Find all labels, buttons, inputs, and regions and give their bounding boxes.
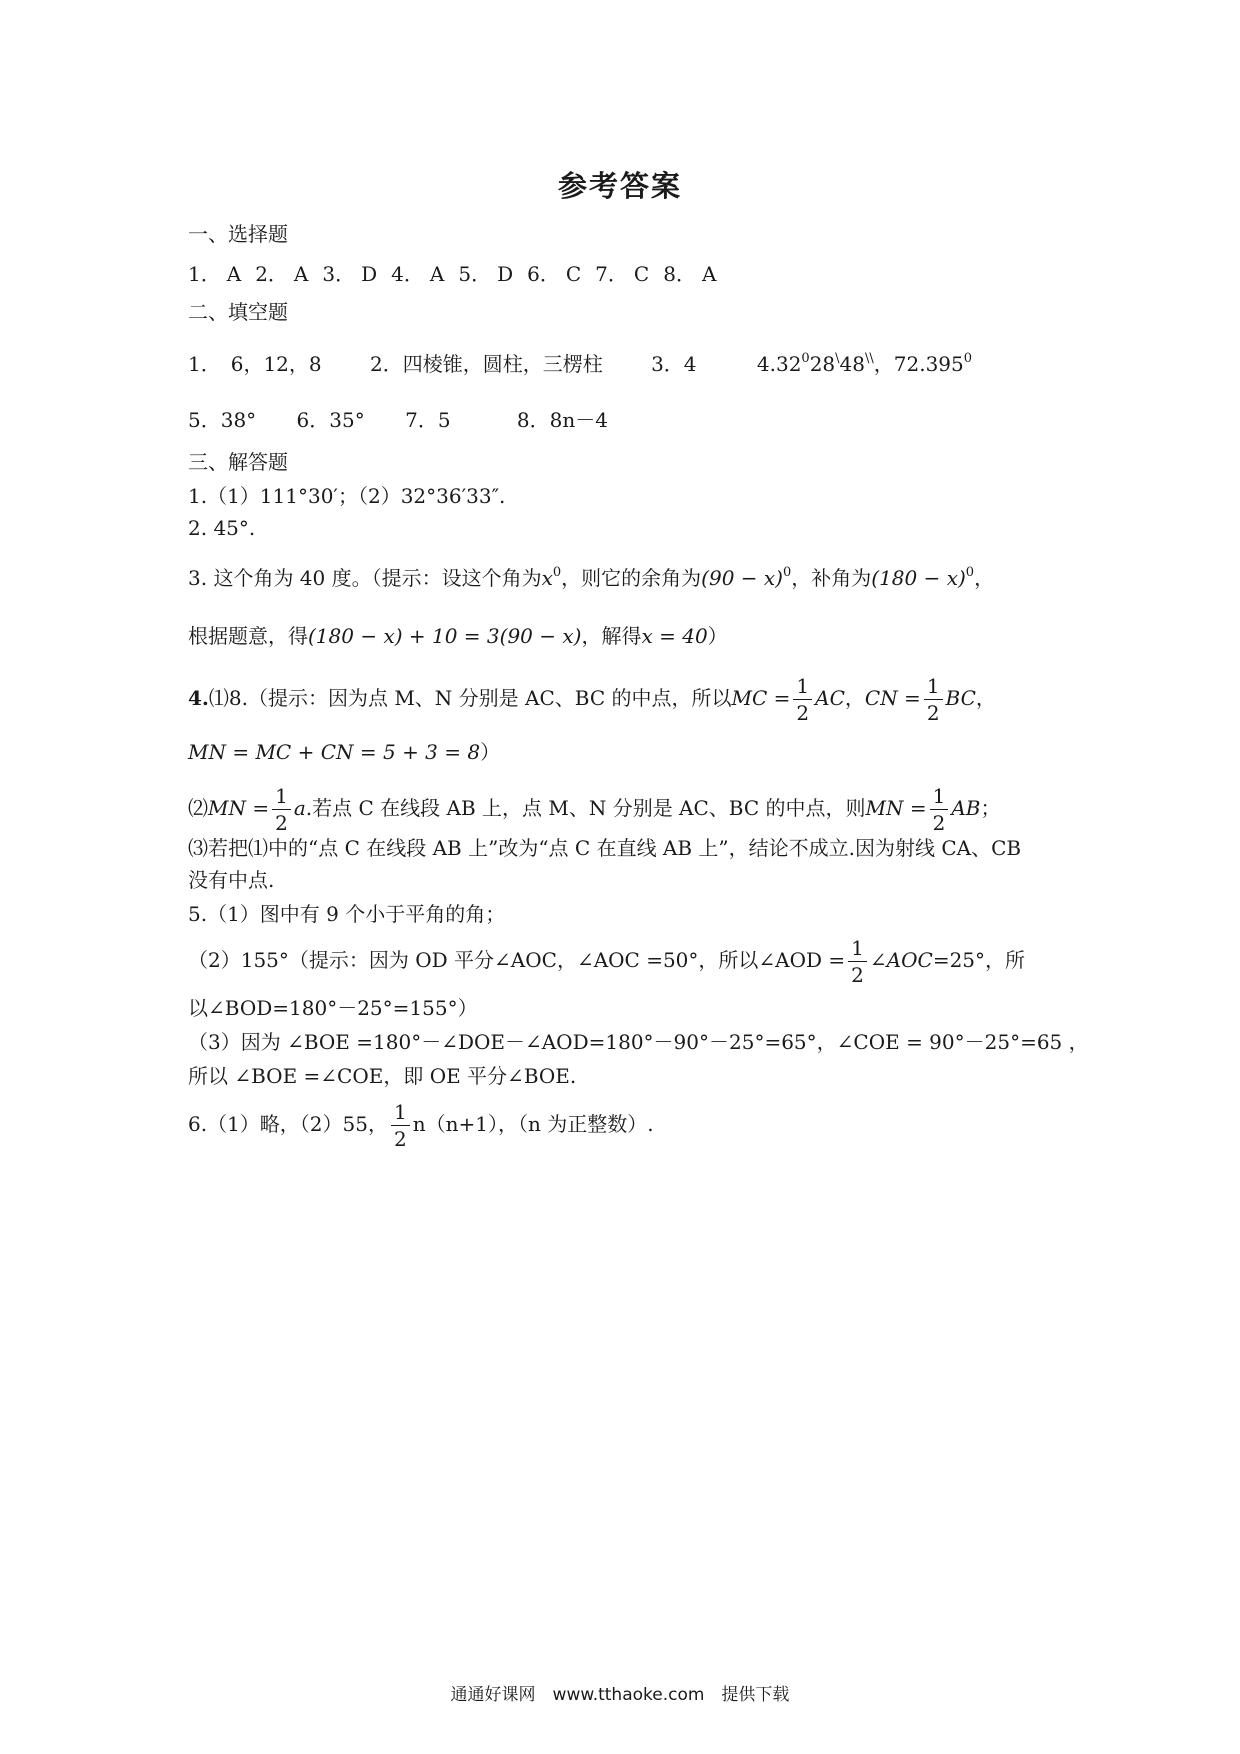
footer-credit: 通通好课网 www.tthaoke.com 提供下载 — [450, 1685, 790, 1705]
fill-answer-5: 5．38° — [188, 408, 257, 432]
solution-3-line-1: 3. 这个角为 40 度。（提示：设这个角为$x^0$，则它的余角为$(90 - x)^0$，补角为$(180 - x)^0$， — [188, 565, 995, 590]
fraction-half: $\frac{1}{2}$ — [848, 938, 867, 985]
choice-answer: 5． D — [458, 262, 514, 286]
fill-answer-2: 2．四棱锥，圆柱，三楞柱 — [369, 352, 603, 376]
fraction-half: $\frac{1}{2}$ — [793, 676, 812, 723]
fill-answer-1: 1． 6，12，8 — [188, 352, 322, 376]
solution-5-part-3-line-2: 所以 ∠BOE =∠COE，即 OE 平分∠BOE. — [188, 1064, 577, 1088]
choice-answer: 7． C — [595, 262, 650, 286]
fill-answer-6: 6．35° — [296, 408, 365, 432]
section-heading-fill: 二、填空题 — [188, 300, 288, 324]
fill-answer-8: 8．8n－4 — [516, 408, 608, 432]
fraction-half: $\frac{1}{2}$ — [391, 1102, 410, 1149]
solution-2: 2. 45°. — [188, 516, 256, 540]
fill-answer-3: 3．4 — [651, 352, 697, 376]
choice-answer: 3． D — [322, 262, 378, 286]
solution-5-part-3-line-1: （3）因为 ∠BOE =180°－∠DOE－∠AOD=180°－90°－25°=65°，∠COE = 90°－25°=65 ， — [188, 1030, 1089, 1054]
choice-answers — [188, 262, 730, 286]
choice-answer: 4． A — [391, 262, 445, 286]
solution-4-part-2: ⑵MN = $\frac{1}{2}$ a.若点 C 在线段 AB 上，点 M、N 分别是 AC、BC 的中点，则MN = $\frac{1}{2}$ AB； — [188, 784, 1001, 835]
solution-5-part-1: 5.（1）图中有 9 个小于平角的角； — [188, 902, 506, 926]
choice-answer: 6． C — [527, 262, 582, 286]
solution-4-part-3-line-1: ⑶若把⑴中的“点 C 在线段 AB 上”改为“点 C 在直线 AB 上”，结论不成立.因为射线 CA、CB — [188, 836, 1022, 860]
fraction-half: $\frac{1}{2}$ — [272, 786, 291, 833]
choice-answer: 8． A — [663, 262, 717, 286]
choice-answer: 1． A — [188, 262, 242, 286]
fill-answers-row-1 — [188, 352, 972, 376]
solution-6: 6.（1）略，（2）55， $\frac{1}{2}$ n（n+1），（n 为正整数）. — [188, 1100, 654, 1151]
choice-answer: 2． A — [255, 262, 309, 286]
section-heading-solve: 三、解答题 — [188, 450, 288, 474]
fill-answer-4: 4.32$^0$28\48\\，72.395$^0$ — [756, 351, 973, 376]
solution-1: 1.（1）111°30′；（2）32°36′33″. — [188, 484, 506, 508]
fill-answer-7: 7．5 — [405, 408, 451, 432]
solution-4-line-1: 4.⑴8.（提示：因为点 M、N 分别是 AC、BC 的中点，所以MC = $\frac{1}{2}$ AC，CN = $\frac{1}{2}$ BC， — [188, 674, 996, 725]
solution-5-part-2-line-2: 以∠BOD=180°－25°=155°） — [188, 996, 478, 1020]
solution-5-part-2-line-1: （2）155°（提示：因为 OD 平分∠AOC，∠AOC =50°，所以∠AOD = $\frac{1}{2}$ ∠AOC=25°，所 — [188, 936, 1026, 987]
fraction-half: $\frac{1}{2}$ — [924, 676, 943, 723]
fill-answers-row-2 — [188, 408, 608, 432]
section-heading-choice: 一、选择题 — [188, 222, 288, 246]
solution-4-line-2: MN = MC + CN = 5 + 3 = 8） — [188, 740, 501, 764]
fraction-half: $\frac{1}{2}$ — [930, 786, 949, 833]
solution-4-part-3-line-2: 没有中点. — [188, 868, 275, 892]
solution-3-line-2: 根据题意，得(180 − x) + 10 = 3(90 − x)，解得x = 40） — [188, 624, 728, 648]
page-title: 参考答案 — [557, 169, 682, 203]
